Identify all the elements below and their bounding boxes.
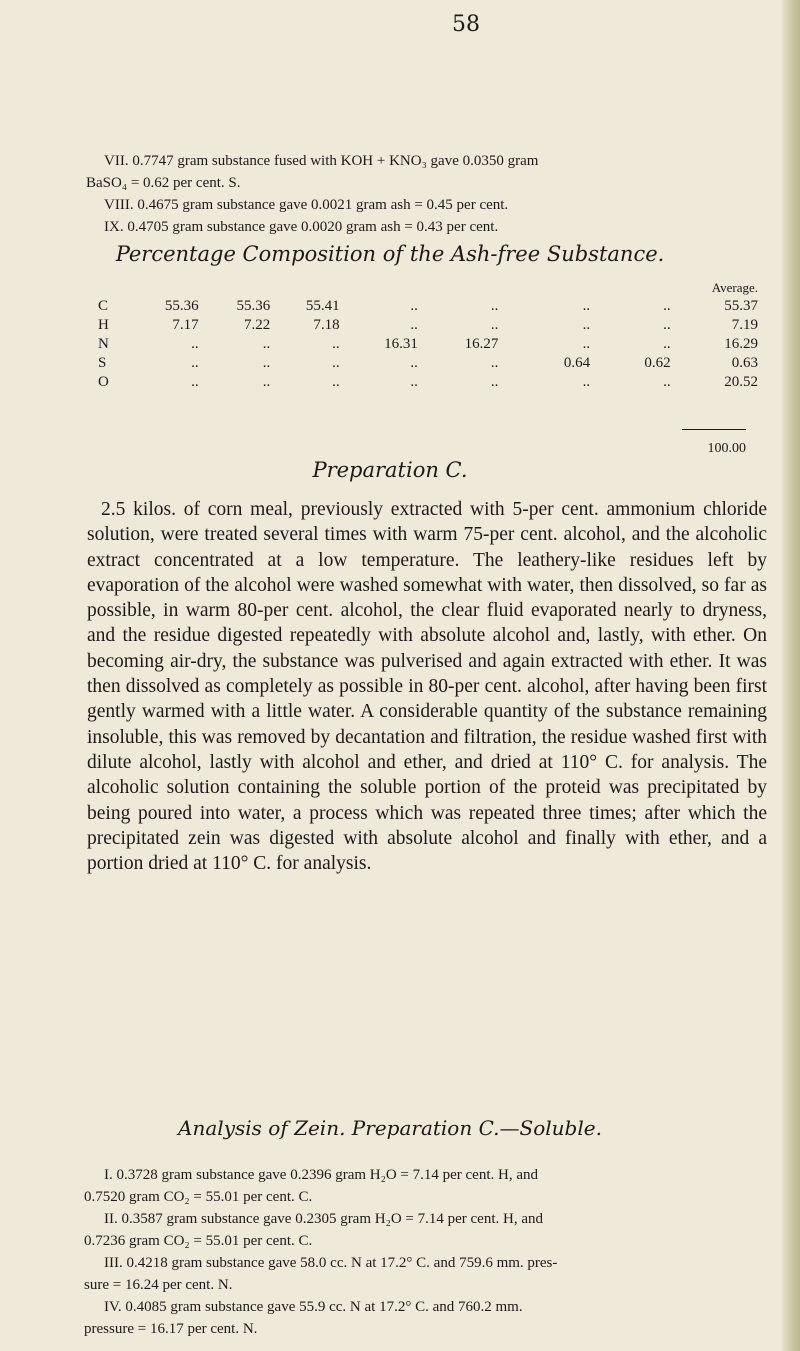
table-row [98,316,758,335]
composition-table [98,278,758,392]
row-label: N [98,336,109,352]
table-cell: .. [582,336,591,352]
preparation-description: 2.5 kilos. of corn meal, previously extracted with 5-per cent. ammonium chloride solution, were treated several times with warm 75-per cent. alcohol, and the alcoholic extract concentrated at a low temperature. The leathery-like residues left by evaporation of the alcohol were washed somewhat with water, then dissolved, so far as possible, in warm 80-per cent. alcohol, the clear fluid evaporated nearly to dryness, and the residue digested repeatedly with absolute alcohol and, lastly, with ether. On becoming air-dry, the substance was pulverised and again extracted with ether. It was then dissolved as completely as possible in 80-per cent. alcohol, after having been first gently warmed with a little water. A considerable quantity of the substance remaining insoluble, this was removed by decantation and filtration, the residue washed first with dilute alcohol, lastly with alcohol and ether, and dried at 110° C. for analysis. The alcoholic solution containing the soluble portion of the proteid was precipitated by being poured into water, a process which was repeated three times; after which the precipitated zein was digested with absolute alcohol and finally with ether, and a portion dried at 110° C. for analysis. [87,499,767,875]
table-cell: .. [663,374,671,390]
table-cell: .. [490,298,499,314]
table-cell: .. [490,374,499,390]
composition-table-title: Percentage Composition of the Ash-free Substance. [115,242,665,266]
table-row [98,335,758,354]
page-number: 58 [452,12,480,37]
average-header: Average. [711,279,758,295]
sum-rule [682,429,746,430]
table-row [98,373,758,392]
table-cell: 0.62 [644,355,671,371]
table-cell: .. [663,298,671,314]
row-label: H [98,317,109,333]
table-cell: .. [410,317,418,333]
entry-vii-line2: BaSO₄ = 0.62 per cent. S. [86,175,241,191]
table-cell: .. [490,355,499,371]
analysis-heading: Analysis of Zein. Preparation C.—Soluble. [178,1116,602,1140]
analysis-iii-line1: III. 0.4218 gram substance gave 58.0 cc. N at 17.2° C. and 759.6 mm. pres- [104,1255,558,1271]
table-cell: 7.18 [313,317,340,333]
page-edge-shadow [782,0,800,1351]
table-header-row [98,278,758,297]
table-cell: .. [262,355,271,371]
analysis-iii-line2: sure = 16.24 per cent. N. [84,1277,233,1293]
table-cell: 7.22 [244,317,271,333]
table-cell: .. [663,317,671,333]
analysis-iv-line1: IV. 0.4085 gram substance gave 55.9 cc. N at 17.2° C. and 760.2 mm. [104,1299,523,1315]
analysis-i-line1: I. 0.3728 gram substance gave 0.2396 gram H₂O = 7.14 per cent. H, and [104,1167,538,1183]
table-cell: 7.17 [172,317,199,333]
row-label: C [98,298,109,314]
table-cell: .. [332,374,340,390]
table-row [98,354,758,373]
analysis-i-line2: 0.7520 gram CO₂ = 55.01 per cent. C. [84,1189,313,1205]
preparation-heading: Preparation C. [312,458,468,482]
average-cell: 55.37 [724,298,758,314]
table-cell: .. [582,374,591,390]
table-row [98,297,758,316]
analysis-entries-top [86,150,754,238]
table-cell: 16.31 [384,336,418,352]
table-cell: .. [410,355,418,371]
analysis-entries [84,1164,754,1340]
row-label: S [98,355,107,371]
table-cell: .. [262,374,271,390]
row-label: O [98,374,109,390]
analysis-iv-line2: pressure = 16.17 per cent. N. [84,1321,258,1337]
table-cell: 16.27 [464,336,499,352]
table-cell: 55.41 [305,298,340,314]
table-cell: 55.36 [164,298,199,314]
table-cell: .. [332,355,340,371]
table-cell: .. [582,317,591,333]
table-cell: .. [490,317,499,333]
table-cell: .. [332,336,340,352]
entry-vii-line1: VII. 0.7747 gram substance fused with KOH + KNO₃ gave 0.0350 gram [104,153,539,169]
entry-viii: VIII. 0.4675 gram substance gave 0.0021 gram ash = 0.45 per cent. [104,197,509,213]
average-cell: 16.29 [724,336,758,352]
average-cell: 7.19 [731,317,758,333]
table-cell: .. [663,336,671,352]
entry-ix: IX. 0.4705 gram substance gave 0.0020 gram ash = 0.43 per cent. [104,219,499,235]
table-total: 100.00 [707,441,746,456]
table-cell: .. [191,336,199,352]
average-cell: 20.52 [724,374,758,390]
table-cell: 0.64 [563,355,591,371]
analysis-ii-line2: 0.7236 gram CO₂ = 55.01 per cent. C. [84,1233,313,1249]
table-cell: .. [191,374,199,390]
table-cell: .. [582,298,591,314]
table-cell: .. [410,298,418,314]
average-cell: 0.63 [731,355,758,371]
table-cell: .. [191,355,199,371]
table-cell: .. [410,374,418,390]
table-cell: 55.36 [236,298,271,314]
table-cell: .. [262,336,271,352]
analysis-ii-line1: II. 0.3587 gram substance gave 0.2305 gram H₂O = 7.14 per cent. H, and [104,1211,543,1227]
